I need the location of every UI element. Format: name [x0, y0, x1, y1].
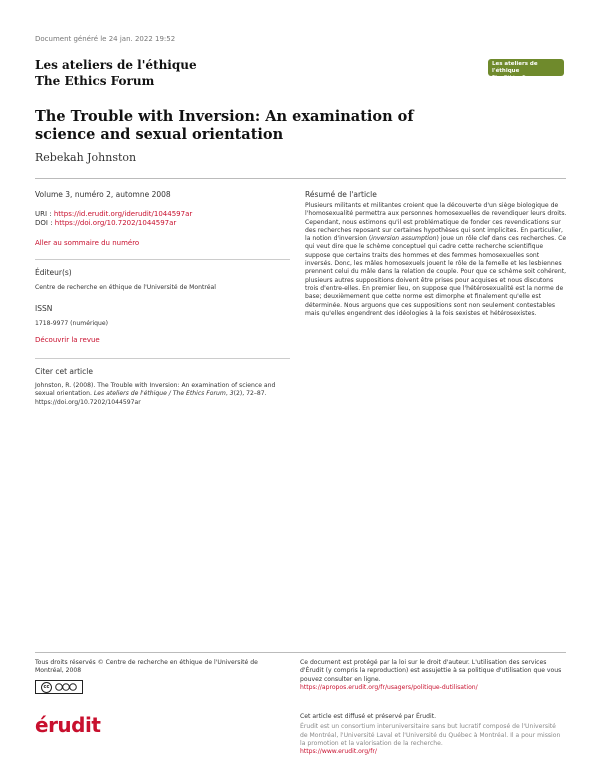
doi-label: DOI : [35, 219, 53, 227]
rights-notice: Tous droits réservés © Centre de recherche en éthique de l'Université de Montréal, 2008 [35, 659, 258, 675]
article-author: Rebekah Johnston [35, 151, 137, 164]
consortium-text: Érudit est un consortium interuniversitaire sans but lucratif composé de l'Université de Montréal, l'Université Laval et l'Université du Québec à Montréal. Il a pour mission la promotion et la valorisation de la recherche. [300, 723, 561, 747]
journal-name-fr: Les ateliers de l'éthique [35, 58, 197, 72]
abstract-part1: Plusieurs militants et militantes croient que la découverte d'un siège biologique de l'homosexualité permettra aux personnes homosexuelles de revendiquer leurs droits. Cependant, nous estimons qu'il est problématique de fonder ces revendications sur des recherches reposant sur certaines hypothèses qui sont implicites. En particulier, la notion d'inversion ( [305, 202, 567, 243]
top-divider [35, 178, 566, 179]
abstract-text [305, 202, 567, 318]
logo-line2: The Ethics Forum [492, 75, 540, 81]
journal-title [35, 57, 197, 89]
erudit-logo[interactable]: érudit [35, 713, 101, 737]
cite-line1: Johnston, R. (2008). The Trouble with Inversion: An examination of science and [35, 382, 276, 389]
abstract-part2: ) joue un rôle clef dans ces recherches. Ce qui veut dire que le schème conceptuel qui cadre cette recherche scientifique suppose que certains traits des hommes et des femmes homosexuelles sont inversés. Donc, les mâles homosexuels jouent le rôle de la femelle et les lesbiennes prennent celui du mâle dans la relation de couple. Pour que ce schème soit cohérent, plusieurs autres suppositions doivent être prises pour acquises et nous discutons trois d'entre-elles. En premier lieu, on suppose que l'hétérosexualité est la norme de base; deuxièmement que cette norme est dimorphe et finalement qu'elle est déterminée. Nous arguons que ces suppositions sont non seulement contestables mais qu'elles engendrent des idéologies à la fois sexistes et hétérosexistes. [305, 235, 567, 317]
publisher-heading: Éditeur(s) [35, 268, 72, 277]
cite-journal: Les ateliers de l'éthique / The Ethics Forum [93, 390, 226, 398]
footer-divider [35, 652, 566, 653]
abstract-heading: Résumé de l'article [305, 190, 377, 199]
cite-line3: https://doi.org/10.7202/1044597ar [35, 398, 141, 406]
copyright-notice [300, 659, 565, 692]
generated-date: Document généré le 24 jan. 2022 19:52 [35, 35, 176, 43]
cite-volume: 3 [229, 390, 234, 398]
erudit-notice [300, 713, 565, 756]
issn-heading: ISSN [35, 304, 53, 313]
divider [35, 358, 290, 359]
issn: 1718-9977 (numérique) [35, 320, 108, 327]
doi-link[interactable]: https://doi.org/10.7202/1044597ar [54, 219, 177, 227]
cite-line2 [35, 390, 293, 398]
divider [35, 259, 290, 260]
cite-sep: , [225, 390, 230, 398]
policy-link[interactable]: https://apropos.erudit.org/fr/usagers/politique-dutilisation/ [300, 683, 478, 691]
preserved-text: Cet article est diffusé et préservé par Érudit. [300, 713, 437, 720]
cite-text: sexual orientation. [35, 390, 94, 398]
issue-info: Volume 3, numéro 2, automne 2008 [35, 190, 171, 199]
erudit-link[interactable]: https://www.erudit.org/fr/ [300, 748, 377, 756]
uri-line [35, 210, 192, 219]
cite-pages: (2), 72–87. [233, 390, 267, 398]
doi-line [35, 219, 176, 228]
discover-journal-link[interactable]: Découvrir la revue [35, 336, 100, 344]
copyright-text: Ce document est protégé par la loi sur le droit d'auteur. L'utilisation des services d'Érudit (y compris la reproduction) est assujettie à sa politique d'utilisation que vous pouvez consulter en ligne. [300, 659, 562, 683]
logo-line1: Les ateliers de l'éthique [492, 61, 538, 74]
citation [35, 382, 293, 407]
cc-icon: cc [41, 682, 52, 693]
article-title: The Trouble with Inversion: An examination of science and sexual orientation [35, 108, 414, 143]
uri-link[interactable]: https://id.erudit.org/iderudit/1044597ar [53, 210, 193, 218]
cite-heading: Citer cet article [35, 367, 93, 376]
journal-name-en: The Ethics Forum [35, 74, 155, 88]
cc-license-badge[interactable] [35, 680, 83, 694]
by-nc-nd-icon [55, 683, 77, 691]
abstract-italic: inversion assumption [371, 235, 437, 243]
uri-label: URI : [35, 210, 52, 218]
publisher: Centre de recherche en éthique de l'Université de Montréal [35, 284, 216, 291]
journal-logo[interactable] [488, 59, 564, 81]
issue-summary-link[interactable]: Aller au sommaire du numéro [35, 239, 140, 247]
